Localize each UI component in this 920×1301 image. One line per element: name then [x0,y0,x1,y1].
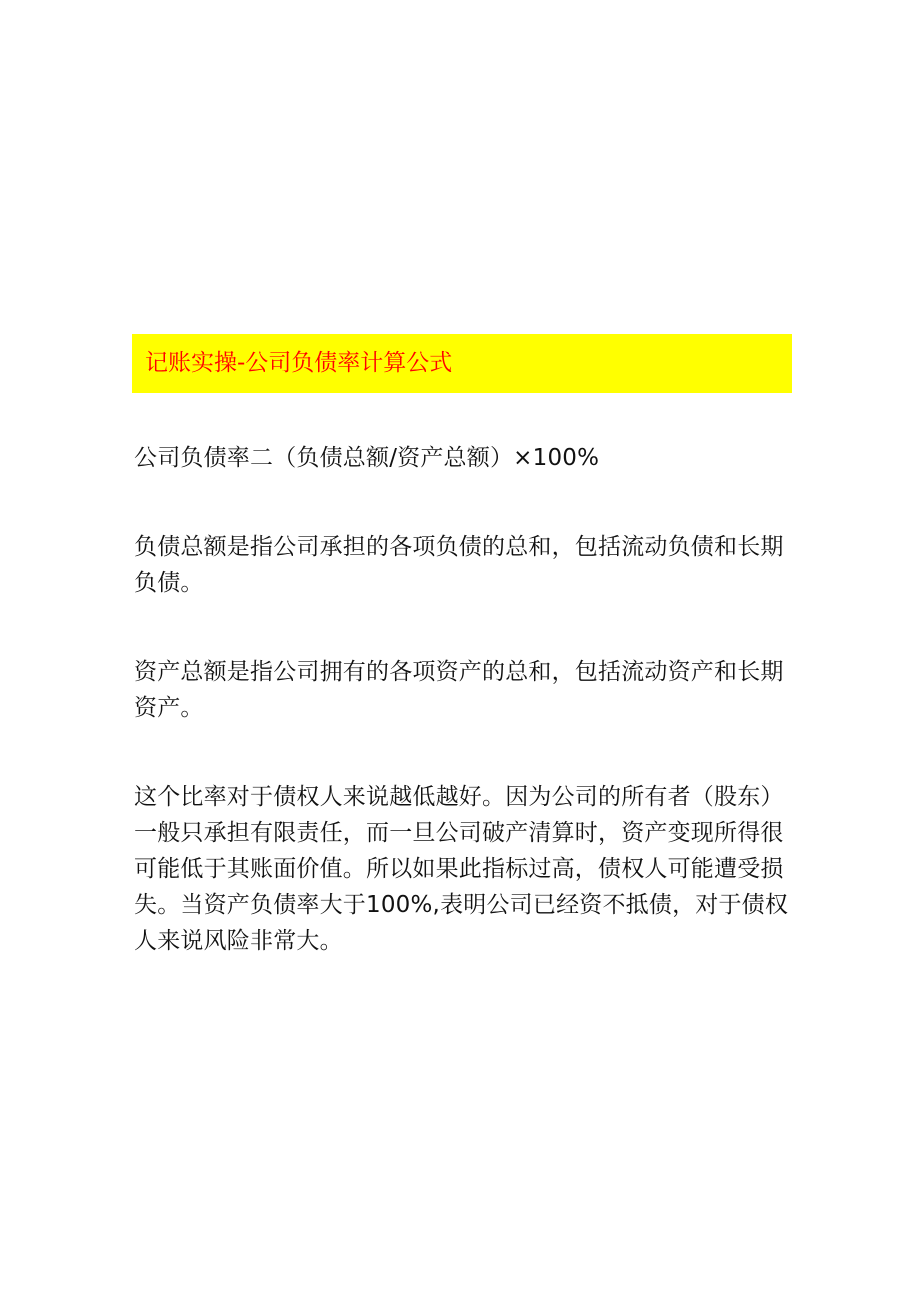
document-body [134,440,794,959]
document-title: 记账实操-公司负债率计算公式 [145,350,453,376]
formula-paragraph: 公司负债率二（负债总额/资产总额）×100% [134,445,600,471]
title-highlight-bar [132,334,792,393]
liabilities-definition-paragraph: 负债总额是指公司承担的各项负债的总和，包括流动负债和长期负债。 [134,534,784,596]
ratio-explanation-paragraph: 这个比率对于债权人来说越低越好。因为公司的所有者（股东）一般只承担有限责任，而一旦公司破产清算时，资产变现所得很可能低于其账面价值。所以如果此指标过高，债权人可能遭受损失。当资产负债率大于100%,表明公司已经资不抵债，对于债权人来说风险非常大。 [134,784,789,954]
assets-definition-paragraph: 资产总额是指公司拥有的各项资产的总和，包括流动资产和长期资产。 [134,659,784,721]
